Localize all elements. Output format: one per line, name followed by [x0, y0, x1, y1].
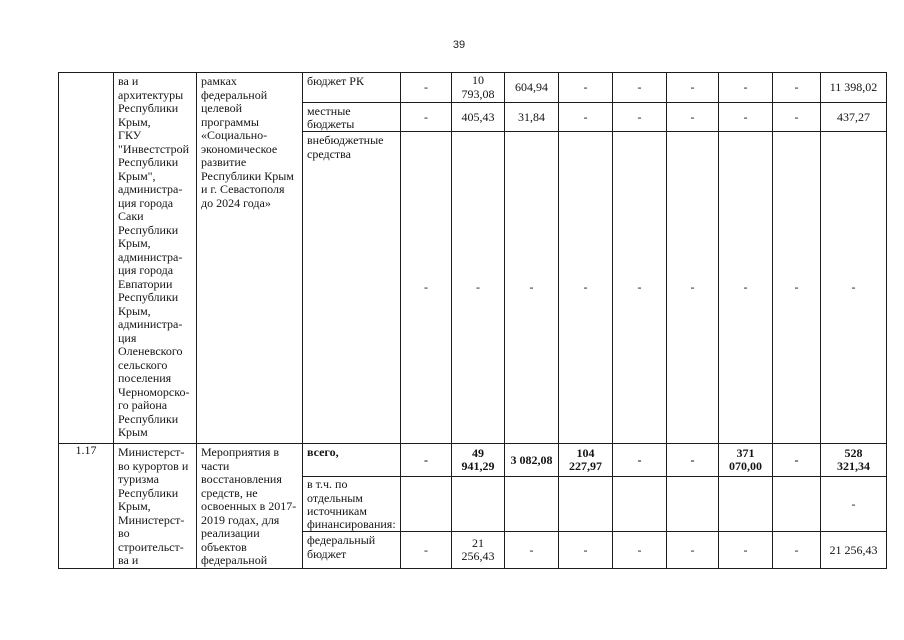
value-cell: 31,84 — [505, 103, 559, 132]
value-cell: - — [667, 532, 719, 569]
value-cell: - — [401, 132, 452, 444]
source-text: всего, — [307, 445, 339, 460]
value-cell: - — [773, 103, 821, 132]
responsible-text: ва и архитектуры Республики Крым, ГКУ "Инвестстрой Республики Крым", администра- ция города Саки Республики Крым, администра- ция города Евпатории Республики Крым, администра- ция Оленевского сельского поселения Черноморско- го района Республики Крым — [118, 74, 190, 439]
financing-table — [58, 72, 887, 569]
value-cell — [773, 477, 821, 532]
value-cell: 10 793,08 — [452, 73, 505, 103]
value-cell — [401, 477, 452, 532]
value-cell: - — [613, 532, 667, 569]
value-cell: - — [559, 132, 613, 444]
value-cell: - — [505, 532, 559, 569]
measure-cell — [197, 73, 303, 444]
source-cell — [303, 532, 401, 569]
value-cell: - — [613, 132, 667, 444]
value-cell: - — [773, 444, 821, 477]
value-cell — [719, 477, 773, 532]
value-cell: - — [401, 444, 452, 477]
value-cell: - — [667, 132, 719, 444]
total-cell: - — [821, 132, 887, 444]
value-cell: - — [559, 103, 613, 132]
value-cell: - — [773, 73, 821, 103]
item-number-cell: 1.17 — [59, 444, 114, 569]
value-cell: - — [613, 103, 667, 132]
source-cell — [303, 477, 401, 532]
value-cell: - — [667, 444, 719, 477]
value-cell — [559, 477, 613, 532]
value-cell: - — [401, 532, 452, 569]
source-cell — [303, 132, 401, 444]
source-text: местные бюджеты — [307, 104, 355, 132]
value-cell: 104 227,97 — [559, 444, 613, 477]
page-number: 39 — [452, 39, 466, 51]
value-cell: - — [401, 73, 452, 103]
value-cell: 405,43 — [452, 103, 505, 132]
value-cell: - — [719, 73, 773, 103]
responsible-text: Министерст- во курортов и туризма Республики Крым, Министерст- во строительст- ва и — [118, 445, 189, 568]
value-cell: - — [559, 73, 613, 103]
source-cell — [303, 103, 401, 132]
value-cell: 3 082,08 — [505, 444, 559, 477]
total-cell: 11 398,02 — [821, 73, 887, 103]
value-cell: - — [452, 132, 505, 444]
source-text: бюджет РК — [307, 74, 364, 88]
value-cell: 371 070,00 — [719, 444, 773, 477]
total-cell: 528 321,34 — [821, 444, 887, 477]
measure-text: рамках федеральной целевой программы «Социально- экономическое развитие Республики Крым и г. Севастополя до 2024 года» — [201, 74, 294, 210]
source-text: внебюджетные средства — [307, 133, 384, 161]
measure-text: Мероприятия в части восстановления средств, не освоенных в 2017- 2019 годах, для реализации объектов федеральной — [201, 445, 297, 568]
value-cell: - — [773, 532, 821, 569]
value-cell: - — [559, 532, 613, 569]
value-cell: - — [613, 73, 667, 103]
measure-cell — [197, 444, 303, 569]
value-cell: 21 256,43 — [452, 532, 505, 569]
total-cell: 21 256,43 — [821, 532, 887, 569]
value-cell: - — [401, 103, 452, 132]
responsible-cell — [114, 73, 197, 444]
item-number-cell — [59, 73, 114, 444]
table-row — [59, 73, 887, 103]
total-cell: - — [821, 477, 887, 532]
total-cell: 437,27 — [821, 103, 887, 132]
value-cell — [667, 477, 719, 532]
value-cell — [613, 477, 667, 532]
value-cell: - — [719, 132, 773, 444]
value-cell: 604,94 — [505, 73, 559, 103]
responsible-cell — [114, 444, 197, 569]
value-cell: - — [613, 444, 667, 477]
source-cell — [303, 73, 401, 103]
value-cell: - — [667, 73, 719, 103]
value-cell: 49 941,29 — [452, 444, 505, 477]
value-cell — [505, 477, 559, 532]
source-text: федеральный бюджет — [307, 533, 376, 561]
source-text: в т.ч. по отдельным источникам финансирования: — [307, 477, 396, 531]
value-cell: - — [719, 532, 773, 569]
value-cell: - — [667, 103, 719, 132]
value-cell: - — [505, 132, 559, 444]
value-cell: - — [719, 103, 773, 132]
value-cell: - — [773, 132, 821, 444]
table-row — [59, 444, 887, 477]
value-cell — [452, 477, 505, 532]
source-cell — [303, 444, 401, 477]
